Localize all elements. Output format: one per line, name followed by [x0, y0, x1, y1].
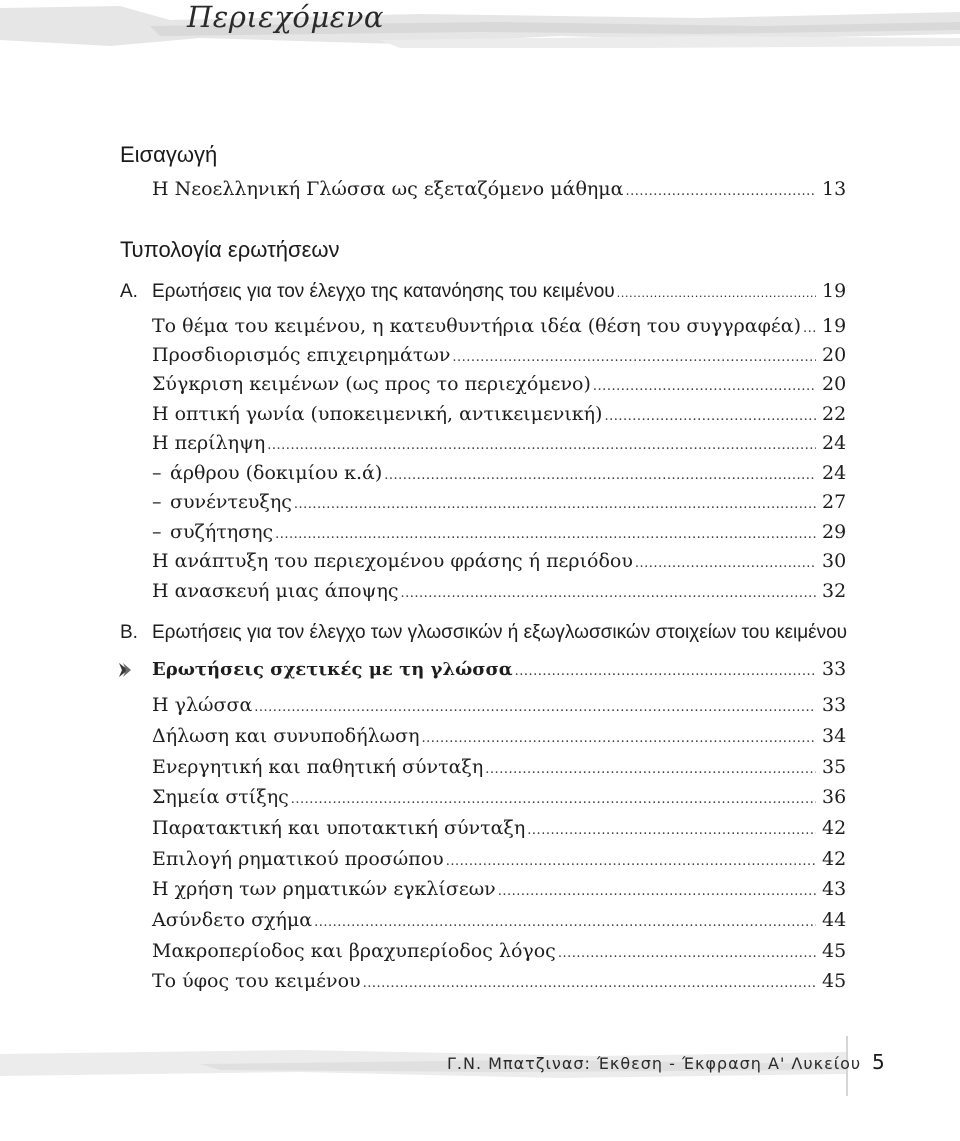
toc-entry[interactable] — [152, 814, 846, 842]
toc-entry-label: Επιλογή ρηματικού προσώπου — [152, 848, 444, 870]
footer-text: Γ.Ν. Μπατζινασ: Έκθεση - Έκφραση Α' Λυκείου — [447, 1054, 862, 1073]
leader-dots — [254, 694, 816, 722]
leader-dots — [593, 373, 816, 401]
toc-entry-page: 29 — [822, 521, 847, 543]
toc-entry-page: 32 — [822, 580, 847, 602]
leader-dots — [400, 580, 816, 608]
toc-entry-page: 34 — [822, 725, 847, 747]
toc-entry-page: 42 — [822, 848, 847, 870]
dash-marker: – — [152, 521, 162, 543]
toc-entry[interactable] — [152, 845, 846, 873]
dash-marker: – — [152, 491, 162, 513]
toc-entry[interactable] — [152, 312, 846, 340]
toc-entry[interactable] — [152, 370, 846, 398]
toc-entry[interactable] — [152, 967, 846, 995]
page-number: 5 — [872, 1050, 885, 1074]
leader-dots — [421, 725, 816, 753]
toc-entry-page: 35 — [822, 756, 847, 778]
section-b-letter: Β. — [120, 622, 138, 643]
brush-stroke-decoration — [0, 0, 960, 60]
toc-entry-label: άρθρου (δοκιμίου κ.ά) — [170, 462, 383, 484]
toc-subentry[interactable] — [152, 488, 846, 516]
section-a-letter: Α. — [120, 281, 138, 302]
toc-entry-page: 44 — [822, 909, 847, 931]
leader-dots — [604, 403, 816, 431]
toc-entry-label: Δήλωση και συνυποδήλωση — [152, 725, 420, 747]
leader-dots — [803, 315, 816, 343]
toc-entry-label: Προσδιορισμός επιχειρημάτων — [152, 344, 451, 366]
toc-entry-page: 22 — [822, 403, 847, 425]
leader-dots — [446, 848, 816, 876]
arrow-bullet-icon — [118, 662, 132, 678]
subsection-label: Ερωτήσεις σχετικές με τη γλώσσα — [152, 659, 513, 680]
leader-dots — [384, 462, 816, 490]
toc-entry[interactable] — [152, 400, 846, 428]
toc-entry-label: Η περίληψη — [152, 432, 266, 454]
toc-entry-label: Η Νεοελληνική Γλώσσα ως εξεταζόμενο μάθημα — [152, 178, 624, 200]
toc-entry-label: Το θέμα του κειμένου, η κατευθυντήρια ιδέα (θέση του συγγραφέα) — [152, 315, 801, 337]
toc-entry-page: 13 — [822, 178, 847, 200]
toc-entry-page: 33 — [822, 694, 847, 716]
section-b-label: Ερωτήσεις για τον έλεγχο των γλωσσικών ή εξωγλωσσικών στοιχείων του κειμένου — [152, 622, 848, 643]
intro-heading: Εισαγωγή — [120, 142, 218, 167]
toc-entry[interactable] — [152, 722, 846, 750]
subsection-page: 33 — [822, 658, 847, 680]
toc-entry-label: Η οπτική γωνία (υποκειμενική, αντικειμενική) — [152, 403, 603, 425]
toc-entry-page: 19 — [822, 315, 847, 337]
leader-dots — [275, 521, 816, 549]
toc-entry[interactable] — [152, 753, 846, 781]
leader-dots — [498, 878, 816, 906]
toc-entry-page: 24 — [822, 432, 847, 454]
section-a-page: 19 — [822, 280, 847, 302]
toc-entry-label: Η χρήση των ρηματικών εγκλίσεων — [152, 878, 496, 900]
toc-entry-page: 24 — [822, 462, 847, 484]
toc-entry[interactable] — [152, 341, 846, 369]
toc-entry-page: 20 — [822, 373, 847, 395]
toc-entry[interactable] — [152, 175, 846, 203]
leader-dots — [294, 491, 816, 519]
leader-dots — [558, 940, 816, 968]
leader-dots — [363, 970, 816, 998]
toc-entry-page: 20 — [822, 344, 847, 366]
toc-entry-label: Ασύνδετο σχήμα — [152, 909, 313, 931]
leader-dots — [452, 344, 816, 372]
leader-dots — [515, 658, 816, 686]
toc-entry-label: Μακροπερίοδος και βραχυπερίοδος λόγος — [152, 940, 556, 962]
toc-entry[interactable] — [152, 783, 846, 811]
leader-dots — [527, 817, 816, 845]
typology-heading: Τυπολογία ερωτήσεων — [120, 237, 340, 262]
toc-entry[interactable] — [152, 875, 846, 903]
toc-entry-label: Το ύφος του κειμένου — [152, 970, 361, 992]
toc-subentry[interactable] — [152, 459, 846, 487]
toc-subentry[interactable] — [152, 518, 846, 546]
toc-entry[interactable] — [152, 937, 846, 965]
toc-entry-label: Σύγκριση κειμένων (ως προς το περιεχόμενο) — [152, 373, 591, 395]
toc-entry-label: Παρατακτική και υποτακτική σύνταξη — [152, 817, 526, 839]
toc-entry-label: Η ανάπτυξη του περιεχομένου φράσης ή περιόδου — [152, 550, 633, 572]
leader-dots — [617, 279, 816, 307]
leader-dots — [485, 756, 816, 784]
toc-entry-label: συζήτησης — [170, 521, 274, 543]
section-a-entry[interactable] — [120, 277, 846, 305]
section-b-heading — [120, 622, 847, 644]
dash-marker: – — [152, 462, 162, 484]
toc-entry-label: Ενεργητική και παθητική σύνταξη — [152, 756, 484, 778]
toc-entry-page: 27 — [822, 491, 847, 513]
header-band — [0, 0, 960, 60]
toc-entry[interactable] — [152, 906, 846, 934]
toc-entry[interactable] — [152, 429, 846, 457]
leader-dots — [267, 432, 816, 460]
section-a-label: Ερωτήσεις για τον έλεγχο της κατανόησης του κειμένου — [152, 281, 615, 302]
toc-entry[interactable] — [152, 577, 846, 605]
leader-dots — [625, 178, 816, 206]
leader-dots — [291, 786, 816, 814]
toc-entry-page: 45 — [822, 970, 847, 992]
leader-dots — [635, 550, 816, 578]
toc-entry-page: 42 — [822, 817, 847, 839]
subsection-entry[interactable] — [152, 655, 846, 683]
toc-entry-label: συνέντευξης — [170, 491, 292, 513]
page-title: Περιεχόμενα — [187, 0, 384, 34]
toc-entry-label: Η ανασκευή μιας άποψης — [152, 580, 399, 602]
leader-dots — [314, 909, 816, 937]
toc-entry[interactable] — [152, 691, 846, 719]
toc-entry[interactable] — [152, 547, 846, 575]
toc-entry-label: Σημεία στίξης — [152, 786, 289, 808]
toc-entry-page: 45 — [822, 940, 847, 962]
toc-entry-page: 43 — [822, 878, 847, 900]
toc-entry-page: 30 — [822, 550, 847, 572]
toc-entry-page: 36 — [822, 786, 847, 808]
toc-entry-label: Η γλώσσα — [152, 694, 253, 716]
